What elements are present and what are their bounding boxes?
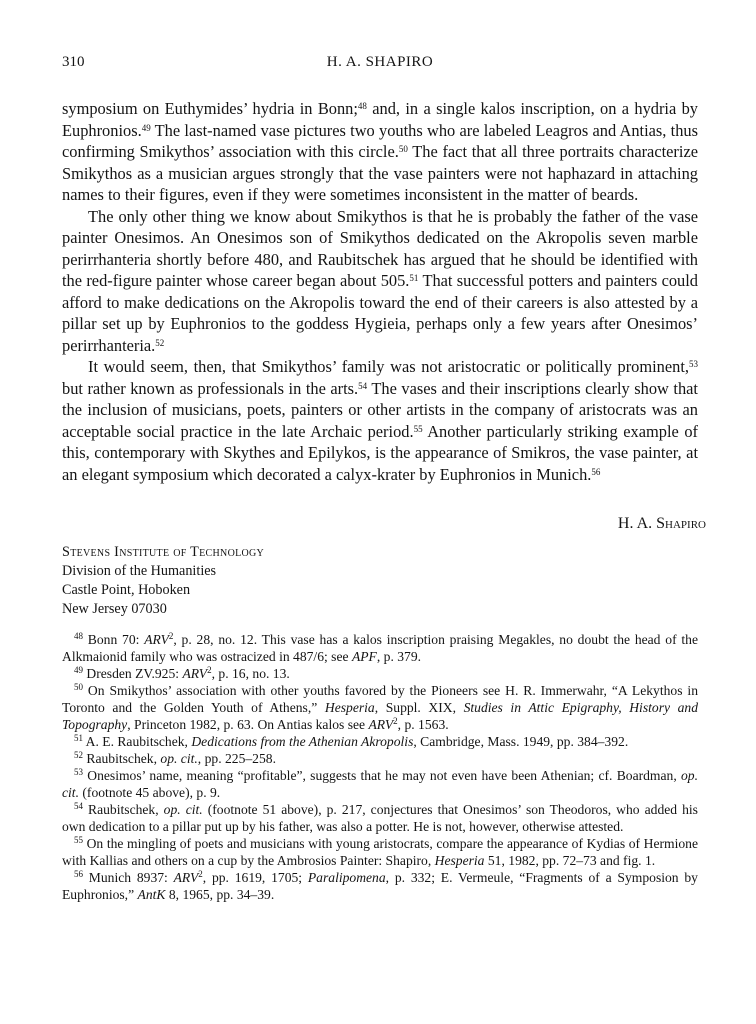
italic-text: op. cit. [163, 802, 203, 817]
text-run: (footnote 51 above), p. 217, conjectures that Onesimos’ son Theodoros, who added his own dedication to a pillar put up by his father, was also a potter. He is not, however, otherwise attested. [62, 802, 698, 834]
note-ref: 56 [74, 869, 83, 879]
note-ref: 51 [409, 273, 419, 283]
italic-text: AntK [137, 887, 166, 902]
institution-name: Stevens Institute of Technology [62, 544, 265, 560]
text-run: That successful potters and painters could afford to make dedications on the Akropolis toward the end of their careers is also attested by a pillar set up by Euphronios to the goddess Hygieia, perhaps only a few years after Onesimos’ perirrhanteria. [62, 271, 699, 355]
italic-text: ARV [368, 717, 394, 732]
note-ref: 2 [198, 869, 203, 879]
text-run: , p. 16, no. 13. [211, 666, 290, 681]
running-title: H. A. SHAPIRO [326, 54, 434, 70]
italic-text: Paralipomena [307, 870, 386, 885]
footnote [62, 665, 698, 682]
text-run: The only other thing we know about Smikythos is that he is probably the father of the vase painter Onesimos. An Onesimos son of Smikythos dedicated on the Akropolis seven marble perirrhanteria shortly before 480, and Raubitschek has argued that he should be identified with the red-figure painter whose career began about 505. [62, 206, 698, 290]
article-body [62, 98, 698, 485]
text-run: Munich 8937: [83, 870, 174, 885]
text-run: , p. 332; E. Vermeule, “Fragments of a Symposion by Euphronios,” [62, 870, 698, 902]
text-run: Bonn 70: [83, 632, 145, 647]
text-run: The fact that all three portraits characterize Smikythos as a musician argues strongly that the vase painters were not haphazard in attaching names to their figures, even if they were sometimes inconsistent in the matter of beards. [62, 142, 698, 204]
note-ref: 2 [207, 665, 212, 675]
note-ref: 51 [74, 733, 83, 743]
affiliation-line: New Jersey 07030 [62, 601, 167, 617]
note-ref: 55 [413, 423, 423, 434]
text-run: , pp. 225–258. [197, 751, 276, 766]
text-run: Raubitschek, [83, 751, 161, 766]
italic-text: APF [351, 649, 377, 664]
text-run: 8, 1965, pp. 34–39. [165, 887, 275, 902]
text-run: Raubitschek, [83, 802, 164, 817]
text-run: On Smikythos’ association with other youths favored by the Pioneers see H. R. Immerwahr, “A Lekythos in Toronto and the Golden Youth of Athens,” [62, 683, 698, 715]
italic-text: Dedications from the Athenian Akropolis [191, 734, 414, 749]
footnote [62, 801, 698, 835]
text-run: Dresden ZV.925: [83, 666, 183, 681]
note-ref: 54 [74, 801, 83, 811]
text-run: It would seem, then, that Smikythos’ family was not aristocratic or politically prominent, [88, 357, 689, 376]
affiliation-line: Castle Point, Hoboken [62, 582, 191, 598]
page-header [62, 54, 698, 78]
text-run: , Suppl. XIX, [374, 700, 464, 715]
italic-text: op. cit. [160, 751, 198, 766]
text-run: , pp. 1619, 1705; [202, 870, 308, 885]
paragraph [62, 98, 698, 206]
note-ref: 55 [74, 835, 83, 845]
note-ref: 56 [591, 466, 601, 477]
footnotes [62, 631, 698, 903]
footnote [62, 835, 698, 869]
text-run: 51, 1982, pp. 72–73 and fig. 1. [484, 853, 656, 868]
page-number: 310 [62, 54, 85, 70]
note-ref: 50 [398, 144, 408, 154]
footnote [62, 767, 698, 801]
text-run: , Cambridge, Mass. 1949, pp. 384–392. [413, 734, 629, 749]
note-ref: 52 [155, 337, 165, 348]
text-run: Onesimos’ name, meaning “profitable”, suggests that he may not even have been Athenian; cf. Boardman, [83, 768, 681, 783]
text-run: A. E. Raubitschek, [83, 734, 192, 749]
paragraph [62, 356, 698, 485]
text-run: , p. 379. [376, 649, 422, 664]
footnote [62, 733, 698, 750]
text-run: On the mingling of poets and musicians with young aristocrats, compare the appearance of Kydias of Hermione with Kallias and others on a cup by the Ambrosios Painter: Shapiro, [62, 836, 698, 868]
note-ref: 52 [74, 750, 83, 760]
note-ref: 53 [689, 359, 698, 369]
text-run: symposium on Euthymides’ hydria in Bonn; [62, 99, 358, 118]
text-run: , Princeton 1982, p. 63. On Antias kalos see [127, 717, 369, 732]
italic-text: Hesperia [324, 700, 375, 715]
author-affiliation [62, 543, 698, 619]
text-run: The vases and their inscriptions clearly show that the inclusion of musicians, poets, painters or other artists in the company of aristocrats was an acceptable social practice in the late Archaic period. [62, 378, 698, 441]
italic-text: ARV [144, 632, 169, 647]
footnote [62, 869, 698, 903]
footnote [62, 682, 698, 733]
note-ref: 49 [141, 122, 151, 133]
note-ref: 48 [74, 631, 83, 641]
journal-page [62, 54, 706, 903]
text-run: The last-named vase pictures two youths who are labeled Leagros and Antias, thus confirming Smikythos’ association with this circle. [62, 120, 698, 161]
note-ref: 2 [168, 631, 174, 641]
note-ref: 49 [74, 665, 83, 675]
text-run: , p. 1563. [397, 717, 449, 732]
italic-text: Studies in Attic Epigraphy, History and Topography [62, 700, 699, 732]
note-ref: 2 [393, 716, 398, 726]
italic-text: Hesperia [434, 853, 485, 868]
italic-text: op. cit. [62, 768, 698, 800]
note-ref: 53 [74, 767, 83, 777]
italic-text: ARV [182, 666, 208, 681]
author-signature: H. A. Shapiro [617, 515, 706, 532]
text-run: , p. 28, no. 12. This vase has a kalos inscription praising Megakles, no doubt the head of the Alkmaionid family who was ostracized in 487/6; see [62, 632, 698, 664]
italic-text: ARV [173, 870, 199, 885]
note-ref: 54 [358, 380, 368, 391]
text-run: Another particularly striking example of this, contemporary with Skythes and Epilykos, is the appearance of Smikros, the vase painter, at an elegant symposium which decorated a calyx-krater by Euphronios in Munich. [62, 421, 698, 484]
footnote [62, 750, 698, 767]
note-ref: 48 [357, 101, 367, 111]
text-run: but rather known as professionals in the arts. [62, 378, 359, 398]
text-run: (footnote 45 above), p. 9. [79, 785, 221, 800]
paragraph [62, 206, 698, 357]
footnote [62, 631, 698, 665]
text-run: and, in a single kalos inscription, on a hydria by Euphronios. [62, 99, 698, 140]
affiliation-line: Division of the Humanities [62, 563, 217, 579]
note-ref: 50 [74, 682, 83, 692]
